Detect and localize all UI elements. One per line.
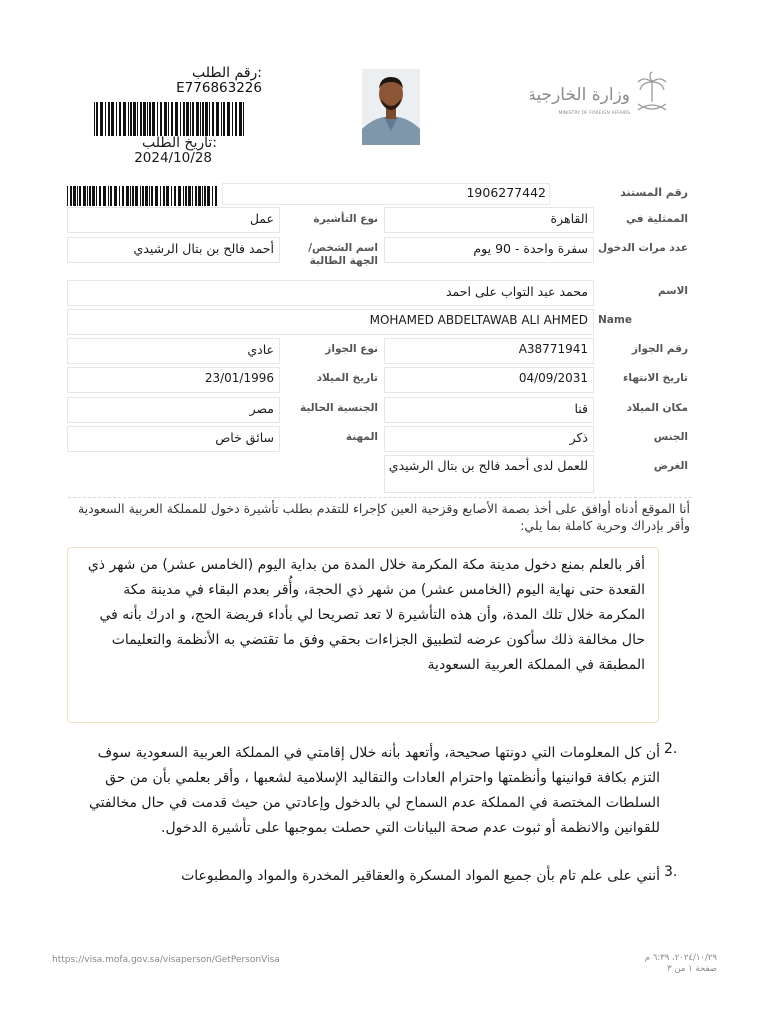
page-indicator: صفحة ١ من ٣ bbox=[667, 964, 717, 974]
birth-date-label: تاريخ الميلاد bbox=[316, 372, 378, 384]
profession-value: سائق خاص bbox=[215, 430, 274, 445]
passport-type-value: عادي bbox=[247, 342, 274, 357]
ministry-logo bbox=[530, 70, 668, 120]
visa-type-value: عمل bbox=[249, 211, 274, 226]
gender-value: ذكر bbox=[569, 430, 588, 445]
list-item-2: أن كل المعلومات التي دونتها صحيحة، وأتعهد بأنه خلال إقامتي في المملكة العربية السعودية سوف التزم بكافة قوانينها وأنظمتها واحترام العادات والتقاليد الإسلامية لشعبها ، وأقر بعلمي بأن من حق السلطات المختصة في المملكة عدم السماح لي بالدخول وإعادتي من حيث قدمت في حال مخالفتي للقوانين والانظمة أو ثبوت عدم صحة البيانات التي حصلت بموجبها على تأشيرة الدخول. bbox=[88, 745, 660, 836]
print-info bbox=[600, 953, 717, 975]
birth-date-value: 23/01/1996 bbox=[204, 371, 274, 385]
ministry-name-ar: وزارة الخارجية bbox=[530, 85, 630, 105]
request-number-block bbox=[92, 66, 262, 96]
passport-number-value: A38771941 bbox=[518, 342, 588, 356]
name-ar-label: الاسم bbox=[658, 285, 688, 297]
mission-value: القاهرة bbox=[550, 211, 588, 226]
gender-label: الجنس bbox=[653, 431, 688, 443]
print-time: ٢٠٢٤/١٠/٢٩، ٦:٣٩ م bbox=[644, 953, 717, 963]
name-en-label: Name bbox=[598, 314, 632, 326]
mission-label: الممثلية في bbox=[625, 213, 688, 225]
name-en-value: MOHAMED ABDELTAWAB ALI AHMED bbox=[369, 313, 588, 327]
consent-statement: أنا الموقع أدناه أوافق على أخذ بصمة الأصابع وقزحية العين كإجراء للتقدم بطلب تأشيرة دخول للمملكة العربية السعودية وأقر بإدراك وحرية كاملة بما يلي: bbox=[77, 501, 690, 533]
request-barcode-icon bbox=[94, 102, 246, 136]
passport-type-label: نوع الجواز bbox=[325, 343, 378, 355]
ministry-name-en: MINISTRY OF FOREIGN AFFAIRS bbox=[558, 111, 630, 116]
request-number-label: رقم الطلب: bbox=[192, 65, 262, 81]
birthplace-value: قنا bbox=[574, 401, 588, 416]
list-item-3: أنني على علم تام بأن جميع المواد المسكرة والعقاقير المخدرة والمواد والمطبوعات bbox=[181, 868, 660, 884]
section-divider bbox=[68, 497, 692, 498]
sponsor-label: اسم الشخص/ الجهة الطالبة bbox=[308, 242, 378, 267]
mecca-notice-text: أقر بالعلم بمنع دخول مدينة مكة المكرمة خلال المدة من بداية اليوم (الخامس عشر) من شهر ذي القعدة حتى نهاية اليوم (الخامس عشر) من شهر ذي الحجة، وأُقر بعدم البقاء في مدينة مكة المكرمة خلال تلك المدة، وأن هذه التأشيرة لا تعد تصريحا لي بأداء فريضة الحج، و ادرك بأنه في حال مخالفة ذلك سأكون عرضه لتطبيق الجزاءات بحقي وفق ما تقتضي به الأنظمة والتعليمات المطبقة في المملكة العربية السعودية bbox=[87, 557, 645, 673]
purpose-value: للعمل لدى أحمد فالح بن بتال الرشيدي bbox=[388, 458, 588, 473]
applicant-photo bbox=[362, 69, 420, 145]
nationality-value: مصر bbox=[249, 401, 274, 416]
birthplace-label: مكان الميلاد bbox=[626, 402, 688, 414]
passport-number-label: رقم الجواز bbox=[631, 343, 688, 355]
document-number-label: رقم المستند bbox=[620, 186, 688, 199]
sponsor-value: أحمد فالح بن بتال الرشيدي bbox=[133, 241, 274, 256]
request-number-value: E776863226 bbox=[176, 80, 262, 96]
profession-label: المهنة bbox=[345, 431, 378, 443]
document-barcode-icon bbox=[67, 186, 220, 206]
palm-swords-emblem-icon bbox=[638, 72, 666, 110]
request-date-label: تاريخ الطلب: bbox=[141, 135, 217, 151]
purpose-label: الغرض bbox=[653, 460, 688, 472]
list-number-2: 2. bbox=[664, 741, 678, 757]
nationality-label: الجنسية الحالية bbox=[299, 402, 378, 414]
name-ar-value: محمد عبد التواب على احمد bbox=[446, 284, 588, 299]
page-url: https://visa.mofa.gov.sa/visaperson/GetPersonVisa bbox=[52, 955, 280, 965]
entries-label: عدد مرات الدخول bbox=[598, 242, 688, 254]
list-number-3: 3. bbox=[664, 864, 678, 880]
visa-type-label: نوع التأشيرة bbox=[313, 213, 378, 225]
entries-value: سفرة واحدة - 90 يوم bbox=[473, 241, 588, 256]
document-number-value: 1906277442 bbox=[466, 185, 546, 200]
request-date-value: 2024/10/28 bbox=[134, 150, 212, 166]
expiry-value: 04/09/2031 bbox=[518, 371, 588, 385]
expiry-label: تاريخ الانتهاء bbox=[623, 372, 688, 384]
